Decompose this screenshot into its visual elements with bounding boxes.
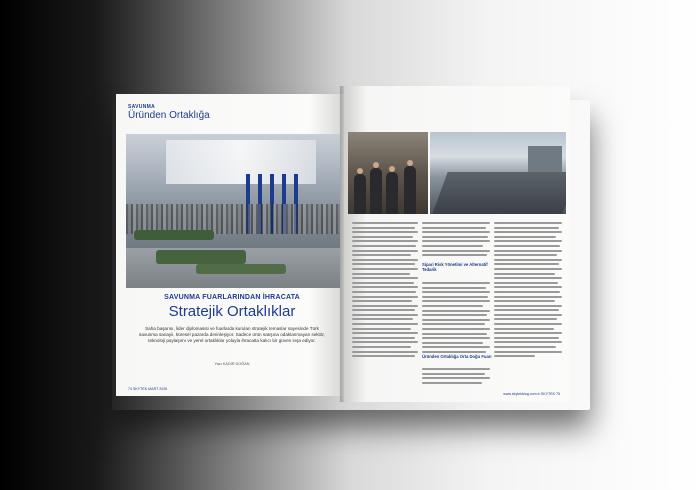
article-kicker-headline: SAVUNMA FUARLARINDAN İHRACATA	[164, 294, 300, 301]
missile-exhibit	[134, 230, 214, 240]
fair-hall-photo	[126, 134, 340, 288]
article-byline: Yazı KADİR DOĞAN	[214, 362, 250, 366]
ship-deck	[432, 172, 566, 214]
person-head	[389, 166, 395, 172]
text-column-3	[494, 222, 562, 360]
person	[354, 174, 366, 214]
officials-photo	[348, 132, 428, 214]
missile-exhibit	[196, 264, 286, 274]
text-column-1	[352, 222, 418, 360]
section-kicker: SAVUNMA	[128, 104, 156, 110]
ship-deck-photo	[430, 132, 566, 214]
person	[370, 168, 382, 214]
left-page	[116, 94, 344, 396]
subhead-2: Üründen Ortaklığa Orta Doğu Fuarı	[422, 354, 492, 359]
subhead-1: Sipari Risk Yönetimi ve Alternatif Tedarik	[422, 262, 488, 272]
article-intro: Saha başarısı, lider diplomasisi ve fuarlarda kurulan stratejik temaslar sayesinde Türk savunma sanayii, küresel pazarda derinleşiyor. Sadece ürün satışına odaklanmayan sektör, teknoloji paylaşımı ve yerel ortaklıklar yoluyla ihracatta kalıcı bir güven inşa ediyor.	[139, 326, 325, 344]
text-column-2b	[422, 282, 490, 356]
article-headline: Stratejik Ortaklıklar	[168, 303, 296, 320]
right-page	[344, 86, 570, 402]
person-head	[373, 162, 379, 168]
person-head	[357, 168, 363, 174]
person	[386, 172, 398, 214]
text-column-2	[422, 222, 490, 259]
right-page-footer: www.skytekblog.com.tr SKYTEK 75	[503, 392, 560, 396]
person	[404, 166, 416, 214]
person-head	[407, 160, 413, 166]
left-page-footer: 74 SKYTEK MART 2026	[128, 387, 168, 391]
text-column-2c	[422, 368, 490, 386]
vehicle-exhibit	[156, 250, 246, 264]
section-title: Üründen Ortaklığa	[128, 110, 210, 121]
